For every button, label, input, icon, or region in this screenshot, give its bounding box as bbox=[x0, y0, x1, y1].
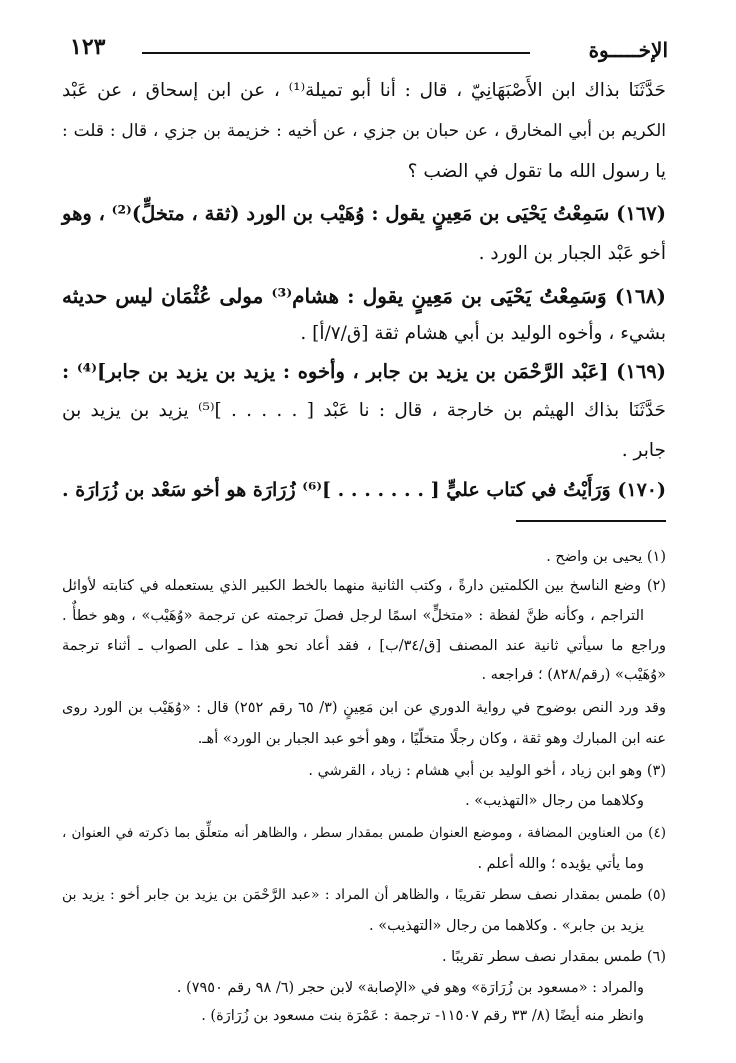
body-line-3: يا رسول الله ما تقول في الضب ؟ bbox=[407, 161, 666, 182]
footnote-1: (١) يحيى بن واضح . bbox=[546, 549, 666, 565]
page-number: ١٢٣ bbox=[70, 34, 106, 60]
footnote-3-line-1: (٣) وهو ابن زياد ، أخو الوليد بن أبي هشام : زياد ، القرشي . bbox=[308, 763, 666, 779]
footnote-6-line-1: (٦) طمس بمقدار نصف سطر تقريبًا . bbox=[441, 949, 666, 965]
entry-169-line-1: حَدَّثَنَا بذاك الهيثم بن خارجة ، قال : نا عَبْد [ . . . . . ]⁽⁵⁾ يزيد بن يزيد بن bbox=[62, 400, 666, 421]
footnote-separator bbox=[516, 520, 666, 522]
header-rule bbox=[142, 52, 530, 54]
footnote-2-line-1: (٢) وضع الناسخ بين الكلمتين دارةً ، وكتب الثانية منهما بالخط الكبير الذي يستعمله في كتابته لأوائل bbox=[62, 578, 666, 594]
entry-170-line: (١٧٠) وَرَأَيْتُ في كتاب عليٍّ [ . . . . . . . ]⁽⁶⁾ زُرَارَة هو أخو سَعْد بن زُرَارَة . bbox=[62, 479, 666, 501]
entry-168-line-1: (١٦٨) وَسَمِعْتُ يَحْيَى بن مَعِينٍ يقول : هشام⁽³⁾ مولى عُثْمَان ليس حديثه bbox=[62, 284, 666, 308]
footnote-2-line-6: عنه ابن المبارك وهو ثقة ، وكان رجلًا متخلّيًا ، وهو أخو عبد الجبار بن الورد» أهـ. bbox=[197, 731, 666, 747]
body-line-2: الكريم بن أبي المخارق ، عن حبان بن جزي ، عن أخيه : خزيمة بن جزي ، قال : قلت : bbox=[62, 121, 666, 141]
footnote-2-line-2: التراجم ، وكأنه ظنَّ لفظة : «متخلٍّ» اسمًا لرجل فصلَ ترجمته عن ترجمة «وُهَيْب» ، وهو خطأٌ . bbox=[62, 608, 644, 624]
footnote-5-line-2: يزيد بن جابر» . وكلاهما من رجال «التهذيب» . bbox=[369, 918, 644, 934]
footnote-5-line-1: (٥) طمس بمقدار نصف سطر تقريبًا ، والظاهر أن المراد : «عبد الرَّحْمَن بن يزيد بن جابر أخو : يزيد بن bbox=[62, 887, 666, 903]
footnote-3-line-2: وكلاهما من رجال «التهذيب» . bbox=[465, 793, 644, 809]
footnote-4-line-1: (٤) من العناوين المضافة ، وموضع العنوان طمس بمقدار سطر ، والظاهر أنه متعلِّق بما ذكرته في العنوان ، bbox=[62, 825, 666, 841]
entry-167-line-2: أخو عَبْد الجبار بن الورد . bbox=[478, 243, 666, 264]
entry-168-line-2: بشيء ، وأخوه الوليد بن أبي هشام ثقة [ق/٧/أ] . bbox=[300, 323, 666, 344]
entry-169-line-2: جابر . bbox=[621, 440, 666, 461]
running-header-title: الإخـــــوة bbox=[588, 38, 668, 62]
footnote-2-line-3: وراجع ما سيأتي ثانية عند المصنف [ق/٣٤/ب] ، فقد أعاد نحو هذا ـ على الصواب ـ أثناء ترجمة bbox=[62, 638, 666, 654]
footnote-6-line-3: وانظر منه أيضًا (٨/ ٣٣ رقم ١١٥٠٧- ترجمة : عَمْرَة بنت مسعود بن زُرَارَة) . bbox=[201, 1008, 644, 1024]
footnote-2-line-5: وقد ورد النص بوضوح في رواية الدوري عن ابن مَعِينٍ (٣/ ٦٥ رقم ٢٥٢) قال : «وُهَيْب بن الورد روى bbox=[62, 700, 666, 716]
footnote-2-line-4: «وُهَيْب» (رقم/٨٢٨) ؛ فراجعه . bbox=[481, 667, 666, 683]
body-line-1: حَدَّثَنَا بذاك ابن الأَصْبَهَانِيّ ، قال : أنا أبو تميلة⁽¹⁾ ، عن ابن إسحاق ، عن عَبْد bbox=[62, 80, 666, 101]
entry-167-line-1: (١٦٧) سَمِعْتُ يَحْيَى بن مَعِينٍ يقول : وُهَيْب بن الورد (ثقة ، متخلٍّ)⁽²⁾ ، وهو bbox=[62, 202, 666, 225]
footnote-6-line-2: والمراد : «مسعود بن زُرَارَة» وهو في «الإصابة» لابن حجر (٦/ ٩٨ رقم ٧٩٥٠) . bbox=[176, 980, 644, 996]
footnote-4-line-2: وما يأتي يؤيده ؛ والله أعلم . bbox=[477, 856, 644, 872]
entry-169-heading: (١٦٩) [عَبْد الرَّحْمَن بن يزيد بن جابر ، وأخوه : يزيد بن يزيد بن جابر]⁽⁴⁾ : bbox=[62, 360, 667, 383]
